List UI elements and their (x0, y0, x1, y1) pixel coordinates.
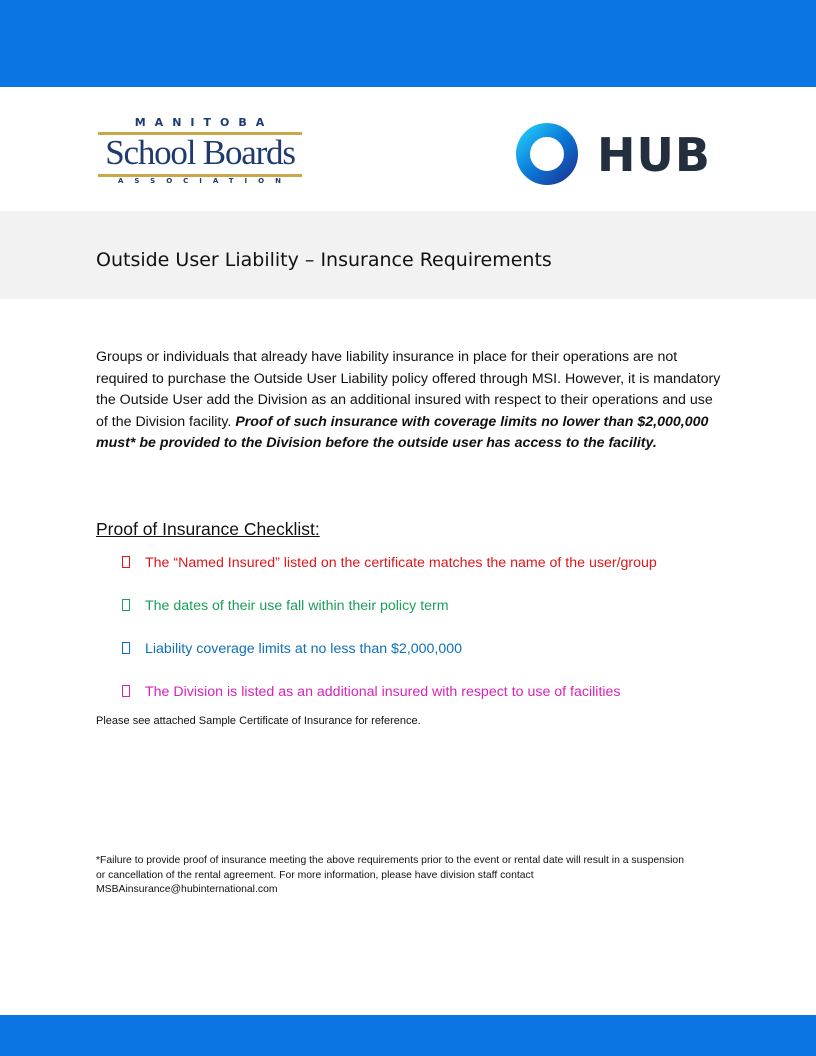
msba-logo-bottom-text: ASSOCIATION (118, 177, 292, 185)
checklist-item-coverage-limits (120, 638, 740, 660)
checklist-item-label: Liability coverage limits at no less than $2,000,000 (145, 641, 463, 657)
hub-ring-icon (515, 122, 579, 186)
intro-paragraph (96, 347, 726, 455)
footnote: *Failure to provide proof of insurance meeting the above requirements prior to the event or rental date will result in a suspension or cancellation of the rental agreement. For more information, please have division staff contact MSBAinsurance@hubinternational.com (96, 855, 684, 896)
checklist-item-label: The Division is listed as an additional insured with respect to use of facilities (145, 684, 621, 700)
checkbox-icon (122, 599, 130, 611)
checklist-title: Proof of Insurance Checklist: (96, 519, 320, 539)
title-band (0, 211, 816, 299)
checklist-item-additional-insured (120, 681, 740, 703)
checkbox-icon (122, 556, 130, 568)
intro-emphasis: Proof of such insurance with coverage limits no lower than $2,000,000 must* be provided to the Division before the outside user has access to the facility. (96, 413, 709, 451)
checklist-item-label: The “Named Insured” listed on the certificate matches the name of the user/group (145, 555, 657, 571)
checklist-item-named-insured (120, 552, 740, 574)
hub-logo (515, 122, 725, 188)
page-title: Outside User Liability – Insurance Requirements (96, 249, 552, 271)
msba-logo-main-text: School Boards (105, 133, 295, 172)
checklist-item-dates (120, 595, 740, 617)
checkbox-icon (122, 642, 130, 654)
checklist-item-label: The dates of their use fall within their policy term (145, 598, 449, 614)
intro-text: Groups or individuals that already have liability insurance in place for their operations are not required to purchase the Outside User Liability policy offered through MSI. However, it is mandatory the Outside User add the Division as an additional insured with respect to their operations and use of the Division facility. (96, 349, 721, 430)
footer-color-bar (0, 1015, 816, 1056)
hub-logo-text: HUB (597, 128, 711, 182)
msba-logo-top-text: MANITOBA (134, 116, 274, 129)
header-color-bar (0, 0, 816, 87)
msba-logo (98, 116, 302, 188)
checkbox-icon (122, 685, 130, 697)
reference-note: Please see attached Sample Certificate of Insurance for reference. (96, 715, 421, 727)
